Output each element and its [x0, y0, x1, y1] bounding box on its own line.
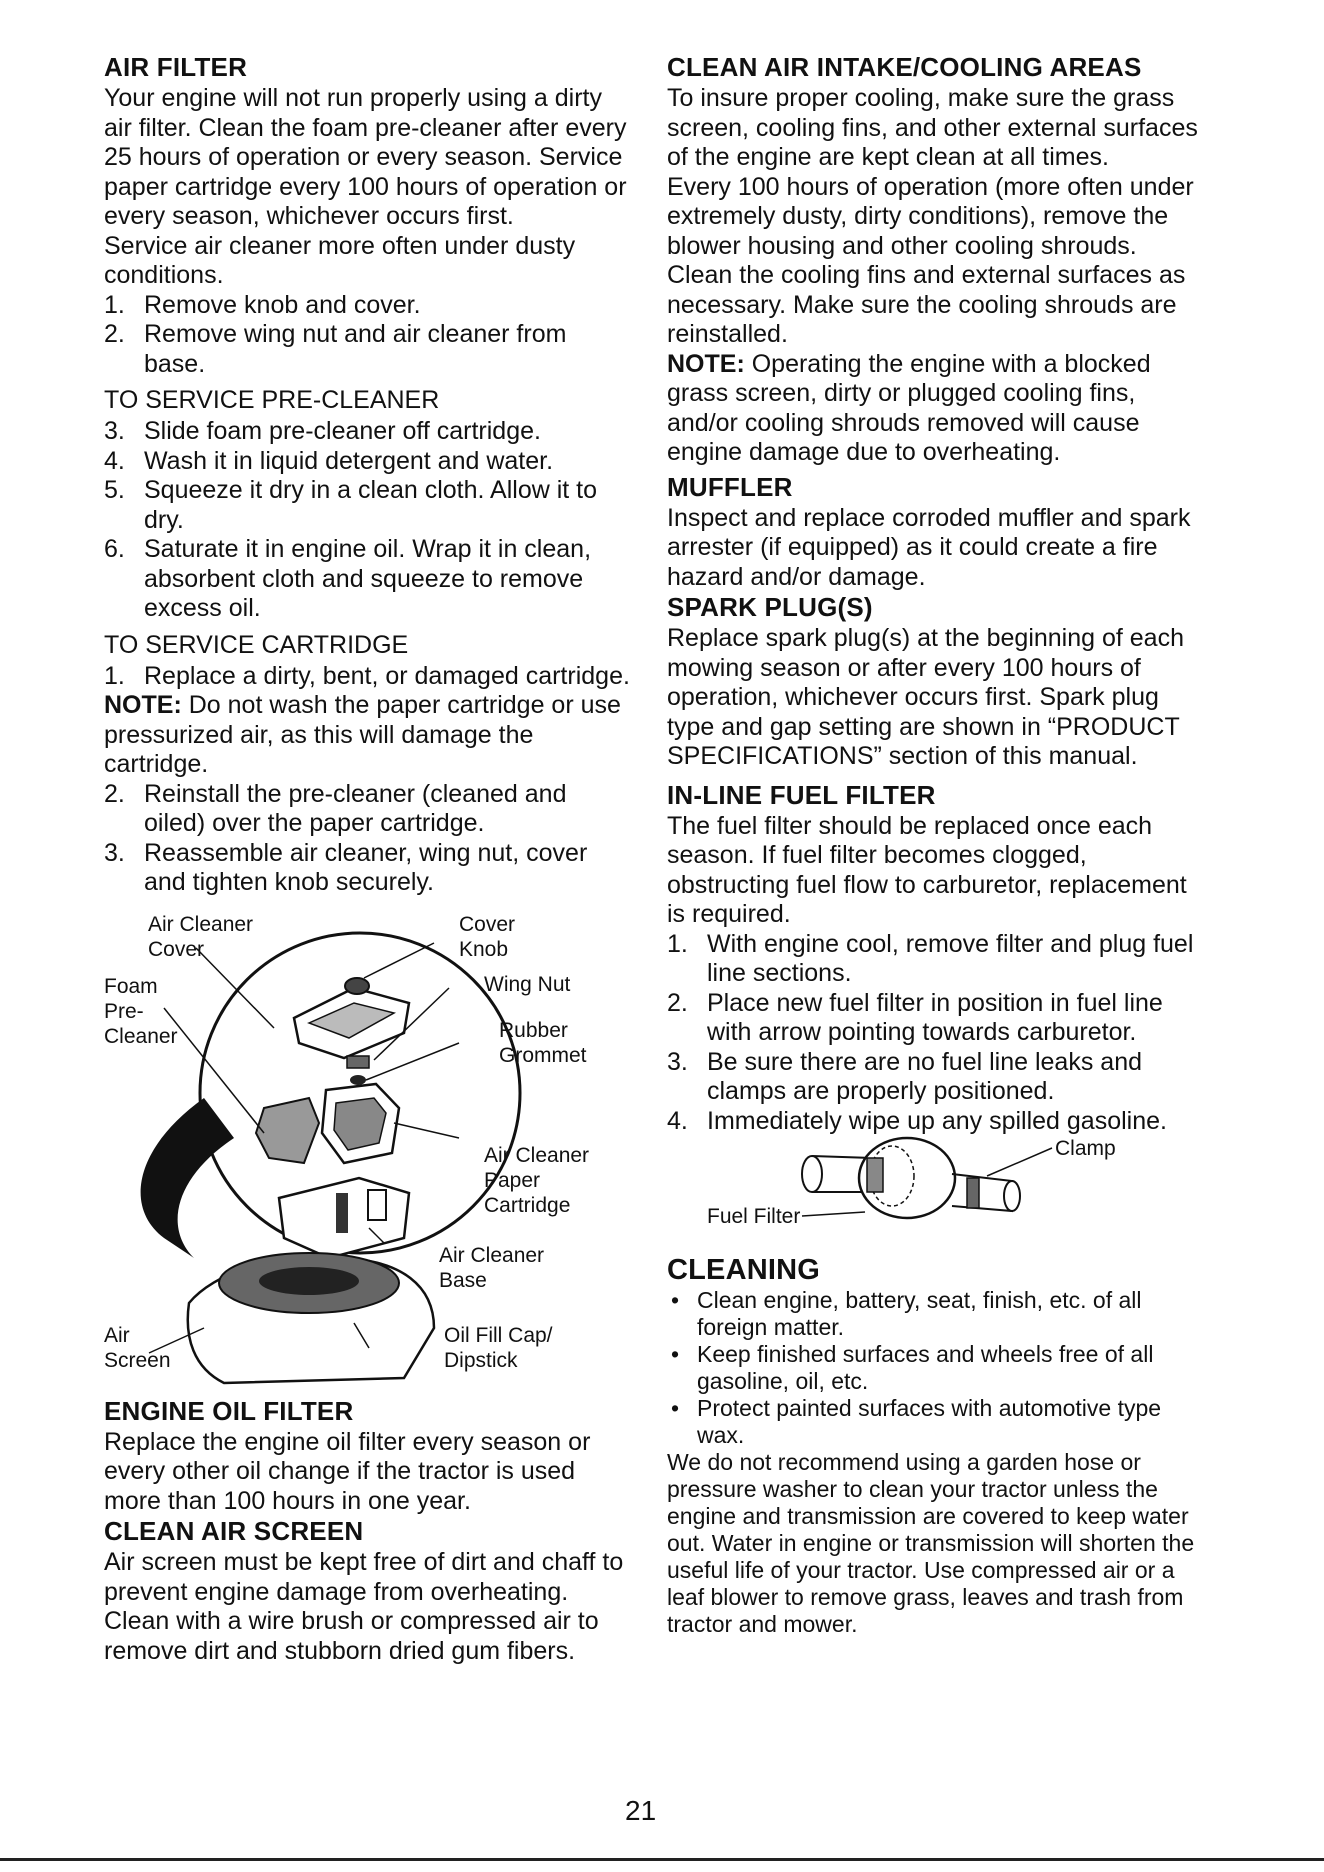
label-fuel-filter: Fuel Filter [707, 1205, 801, 1228]
cleaning-heading: CLEANING [667, 1254, 821, 1286]
label-air-cleaner-cover: Air Cleaner Cover [148, 912, 254, 961]
left-column [104, 52, 634, 1666]
list-item: 3. Be sure there are no fuel line leaks and clamps are properly positioned. [667, 1047, 1142, 1105]
list-item: 2. Reinstall the pre-cleaner (cleaned and oiled) over the paper cartridge. [104, 779, 567, 837]
cartridge-subheading: TO SERVICE CARTRIDGE [104, 630, 409, 659]
list-item: • Clean engine, battery, seat, finish, etc. of all foreign matter. [671, 1287, 1142, 1340]
label-air-screen: Air Screen [104, 1323, 171, 1372]
pre-cleaner-subheading: TO SERVICE PRE-CLEANER [104, 386, 440, 414]
inline-fuel-filter-text: The fuel filter should be replaced once each season. If fuel filter becomes clogged, obstructing fuel flow to carburetor, replacement is required. [667, 811, 1187, 928]
air-filter-heading: AIR FILTER [104, 52, 248, 82]
air-cleaner-diagram [104, 908, 634, 1388]
list-item: 4. Immediately wipe up any spilled gasoline. [667, 1106, 1167, 1135]
label-air-cleaner-paper-cartridge: Air Cleaner Paper Cartridge [484, 1143, 590, 1217]
muffler-text: Inspect and replace corroded muffler and spark arrester (if equipped) as it could create a fire hazard and/or damage. [667, 503, 1191, 591]
right-column [667, 52, 1207, 1638]
list-item: 6. Saturate it in engine oil. Wrap it in clean, absorbent cloth and squeeze to remove excess oil. [104, 535, 592, 622]
air-filter-intro: Your engine will not run properly using a dirty air filter. Clean the foam pre-cleaner after every 25 hours of operation or every season. Service paper cartridge every 100 hours of operation or every season, whichever occurs first. [104, 84, 627, 230]
list-item: 1. With engine cool, remove filter and plug fuel line sections. [667, 929, 1194, 987]
clean-air-screen-heading: CLEAN AIR SCREEN [104, 1516, 364, 1546]
label-foam-pre-cleaner: Foam Pre- Cleaner [104, 974, 178, 1048]
inline-fuel-filter-heading: IN-LINE FUEL FILTER [667, 779, 936, 810]
clean-air-intake-p2: Every 100 hours of operation (more often under extremely dusty, dirty conditions), remove the blower housing and other cooling shrouds. Clean the cooling fins and external surfaces as necessary. Make sure the cooling shrouds are reinstalled. [667, 172, 1194, 348]
spark-plugs-heading: SPARK PLUG(S) [667, 592, 873, 622]
air-filter-dusty-note: Service air cleaner more often under dusty conditions. [104, 231, 576, 289]
clean-air-intake-p1: To insure proper cooling, make sure the grass screen, cooling fins, and other external surfaces of the engine are kept clean at all times. [667, 84, 1198, 171]
list-item: 5. Squeeze it dry in a clean cloth. Allow it to dry. [104, 476, 598, 534]
label-oil-fill-cap: Oil Fill Cap/ Dipstick [444, 1323, 553, 1372]
clean-air-intake-note: NOTE: Operating the engine with a blocked grass screen, dirty or plugged cooling fins, and/or cooling shrouds removed will cause engine damage due to overheating. [667, 349, 1151, 466]
spark-plugs-text: Replace spark plug(s) at the beginning of each mowing season or after every 100 hours of operation, whichever occurs first. Spark plug type and gap setting are shown in “PRODUCT SPECIFICATIONS” section of this manual. [667, 624, 1184, 770]
bottom-rule [0, 1858, 1324, 1861]
air-filter-steps [104, 291, 634, 380]
list-item: 1. Replace a dirty, bent, or damaged cartridge. [104, 661, 630, 690]
list-item: 2. Remove wing nut and air cleaner from base. [104, 320, 567, 378]
list-item: • Keep finished surfaces and wheels free of all gasoline, oil, etc. [671, 1341, 1154, 1394]
label-clamp: Clamp [1055, 1137, 1116, 1160]
fuel-filter-diagram [667, 1136, 1207, 1251]
list-item: 3. Reassemble air cleaner, wing nut, cover and tighten knob securely. [104, 838, 588, 896]
engine-oil-filter-text: Replace the engine oil filter every season or every other oil change if the tractor is used more than 100 hours in one year. [104, 1427, 591, 1515]
label-rubber-grommet: Rubber Grommet [499, 1018, 587, 1067]
list-item: 4. Wash it in liquid detergent and water. [104, 446, 554, 475]
list-item: 2. Place new fuel filter in position in fuel line with arrow pointing towards carburetor. [667, 988, 1163, 1046]
fuel-filter-steps [667, 930, 1207, 1137]
label-cover-knob: Cover Knob [459, 912, 516, 961]
list-item: 3. Slide foam pre-cleaner off cartridge. [104, 417, 541, 445]
cleaning-bullets [667, 1287, 1207, 1449]
list-item: • Protect painted surfaces with automotive type wax. [671, 1395, 1162, 1448]
list-item: 1. Remove knob and cover. [104, 290, 421, 319]
fuel-filter-illustration [667, 1136, 1207, 1251]
clean-air-screen-text: Air screen must be kept free of dirt and chaff to prevent engine damage from overheating. Clean with a wire brush or compressed air to remove dirt and stubborn dried gum fibers. [104, 1548, 624, 1665]
pre-cleaner-steps [104, 417, 634, 624]
clean-air-intake-heading: CLEAN AIR INTAKE/COOLING AREAS [667, 52, 1142, 82]
engine-oil-filter-heading: ENGINE OIL FILTER [104, 1395, 354, 1426]
muffler-heading: MUFFLER [667, 471, 793, 502]
label-air-cleaner-base: Air Cleaner Base [439, 1243, 545, 1292]
label-wing-nut: Wing Nut [484, 972, 571, 996]
cartridge-steps-b [104, 780, 634, 898]
cleaning-text: We do not recommend using a garden hose or pressure washer to clean your tractor unless the engine and transmission are covered to keep water out. Water in engine or transmission will shorten the useful life of your tractor. Use compressed air or a leaf blower to remove grass, leaves and trash from tractor and mower. [667, 1449, 1195, 1637]
cartridge-note: NOTE: Do not wash the paper cartridge or use pressurized air, as this will damage the cartridge. [104, 691, 621, 778]
cartridge-steps-a [104, 662, 634, 692]
page-number: 21 [625, 1795, 657, 1826]
